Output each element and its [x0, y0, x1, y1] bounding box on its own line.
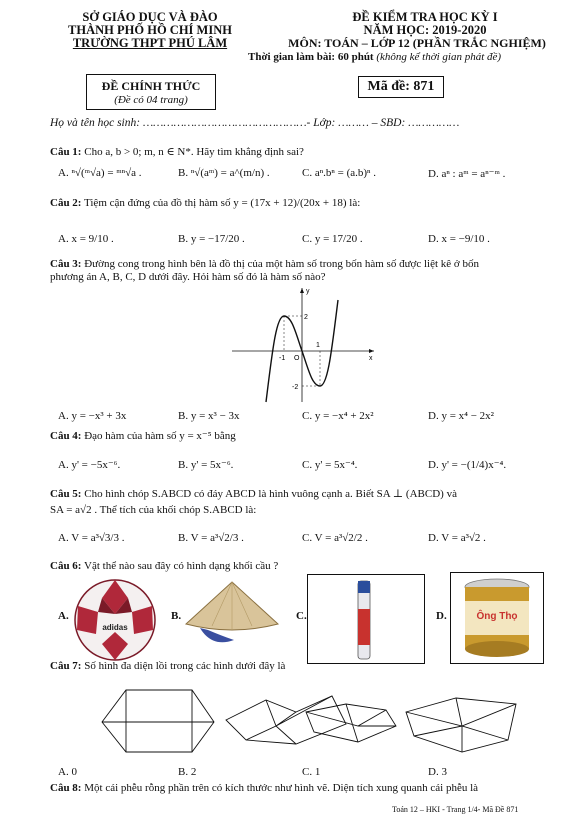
q6-option-a: A.: [58, 610, 69, 622]
q6-option-d: D.: [436, 610, 447, 622]
q2-option-c: C. y = 17/20 .: [302, 233, 363, 245]
question-5-cont: SA = a√2 . Thể tích của khối chóp S.ABCD là:: [50, 504, 257, 516]
q6-option-b: B.: [171, 610, 182, 622]
marker-cap: [358, 581, 370, 593]
page-footer: Toán 12 – HKI - Trang 1/4- Mã Đề 871: [392, 805, 519, 814]
marker-image-frame: [307, 574, 425, 664]
question-5: Câu 5: Cho hình chóp S.ABCD có đáy ABCD là hình vuông cạnh a. Biết SA ⊥ (ABCD) và: [50, 488, 457, 500]
polyhedron-2: [226, 696, 346, 744]
ball-brand: adidas: [102, 623, 128, 632]
question-7: Câu 7: Số hình đa diện lồi trong các hình dưới đây là: [50, 660, 286, 672]
milk-can-image: [451, 573, 543, 663]
school-city: THÀNH PHỐ HỒ CHÍ MINH: [68, 23, 232, 37]
milk-can-image-frame: [450, 572, 544, 664]
question-4: Câu 4: Đạo hàm của hàm số y = x⁻⁵ bằng: [50, 430, 236, 442]
soccer-ball-image: [68, 578, 162, 662]
tick-y-2: 2: [304, 314, 308, 321]
marker-label: [358, 609, 370, 645]
q5-option-a: A. V = a³√3/3 .: [58, 532, 125, 544]
q4-option-c: C. y' = 5x⁻⁴.: [302, 459, 358, 471]
question-8: Câu 8: Một cái phễu rỗng phần trên có kích thước như hình vẽ. Diện tích xung quanh cái phễu là: [50, 782, 479, 794]
q3-option-b: B. y = x³ − 3x: [178, 410, 240, 422]
q4-option-a: A. y' = −5x⁻⁶.: [58, 459, 121, 471]
exam-title: ĐỀ KIỂM TRA HỌC KỲ I: [352, 10, 498, 24]
question-1: Câu 1: Cho a, b > 0; m, n ∈ N*. Hãy tìm khẳng định sai?: [50, 146, 304, 158]
tick-x-1: 1: [316, 342, 320, 349]
q2-option-b: B. y = −17/20 .: [178, 233, 245, 245]
polyhedron-1: [102, 690, 214, 752]
tick-y-neg2: -2: [292, 384, 299, 391]
question-6: Câu 6: Vật thể nào sau đây có hình dạng khối cầu ?: [50, 560, 279, 572]
origin-label: O: [294, 355, 300, 362]
exam-code-box: [358, 76, 444, 98]
can-bottom: [465, 641, 529, 657]
q5-option-c: C. V = a³√2/2 .: [302, 532, 368, 544]
q5-option-b: B. V = a³√2/3 .: [178, 532, 244, 544]
official-note: (Đề có 04 trang): [114, 94, 188, 106]
polyhedron-3: [306, 704, 396, 742]
official-box: [86, 74, 216, 110]
official-title: ĐỀ CHÍNH THỨC: [101, 79, 201, 93]
y-axis-arrow: [300, 288, 304, 293]
student-info-line: Họ và tên học sinh: …………………………………………- Lớp: ……… – SBD: ……………: [50, 117, 460, 129]
q1-option-a: A. ⁿ√(ᵐ√a) = ᵐⁿ√a .: [58, 167, 142, 179]
q7-option-b: B. 2: [178, 766, 197, 778]
q3-option-d: D. y = x⁴ − 2x²: [428, 410, 494, 422]
q2-option-d: D. x = −9/10 .: [428, 233, 490, 245]
q5-option-d: D. V = a³√2 .: [428, 532, 486, 544]
question-2: Câu 2: Tiệm cận đứng của đồ thị hàm số y = (17x + 12)/(20x + 18) là:: [50, 197, 361, 209]
school-year: NĂM HỌC: 2019-2020: [363, 23, 487, 37]
q1-option-d: D. aⁿ : aᵐ = aⁿ⁻ᵐ .: [428, 168, 506, 180]
subject: MÔN: TOÁN – LỚP 12 (PHẦN TRẮC NGHIỆM): [288, 36, 546, 50]
question-3: Câu 3: Đường cong trong hình bên là đồ thị của một hàm số trong bốn hàm số được liệt kê ở bốn: [50, 258, 479, 270]
q6-option-c: C.: [296, 610, 307, 622]
conical-hat-image: [182, 578, 282, 650]
q7-option-a: A. 0: [58, 766, 77, 778]
exam-code: Mã đề: 871: [367, 79, 435, 94]
marker-image: [308, 575, 424, 663]
school-dept: SỞ GIÁO DỤC VÀ ĐÀO: [82, 10, 218, 24]
q4-option-b: B. y' = 5x⁻⁶.: [178, 459, 234, 471]
q3-option-a: A. y = −x³ + 3x: [58, 410, 127, 422]
q3-option-c: C. y = −x⁴ + 2x²: [302, 410, 374, 422]
y-axis-label: y: [306, 288, 310, 295]
q2-option-a: A. x = 9/10 .: [58, 233, 114, 245]
polyhedron-4: [406, 698, 516, 752]
q7-option-c: C. 1: [302, 766, 321, 778]
function-graph: [228, 284, 378, 406]
tick-x-neg1: -1: [279, 355, 286, 362]
q7-option-d: D. 3: [428, 766, 447, 778]
q1-option-c: C. aⁿ.bⁿ = (a.b)ⁿ .: [302, 167, 377, 179]
question-3-cont: phương án A, B, C, D dưới đây. Hỏi hàm số đó là hàm số nào?: [50, 271, 326, 283]
polyhedra-figure: [96, 682, 526, 762]
can-brand: Ông Thọ: [476, 611, 518, 622]
x-axis-label: x: [369, 355, 373, 362]
school-name: TRƯỜNG THPT PHÚ LÂM: [72, 36, 228, 50]
q4-option-d: D. y' = −(1/4)x⁻⁴.: [428, 459, 507, 471]
x-axis-arrow: [369, 349, 374, 353]
exam-time: Thời gian làm bài: 60 phút (không kể thời gian phát đề): [248, 51, 502, 63]
q1-option-b: B. ⁿ√(aᵐ) = a^(m/n) .: [178, 167, 270, 179]
